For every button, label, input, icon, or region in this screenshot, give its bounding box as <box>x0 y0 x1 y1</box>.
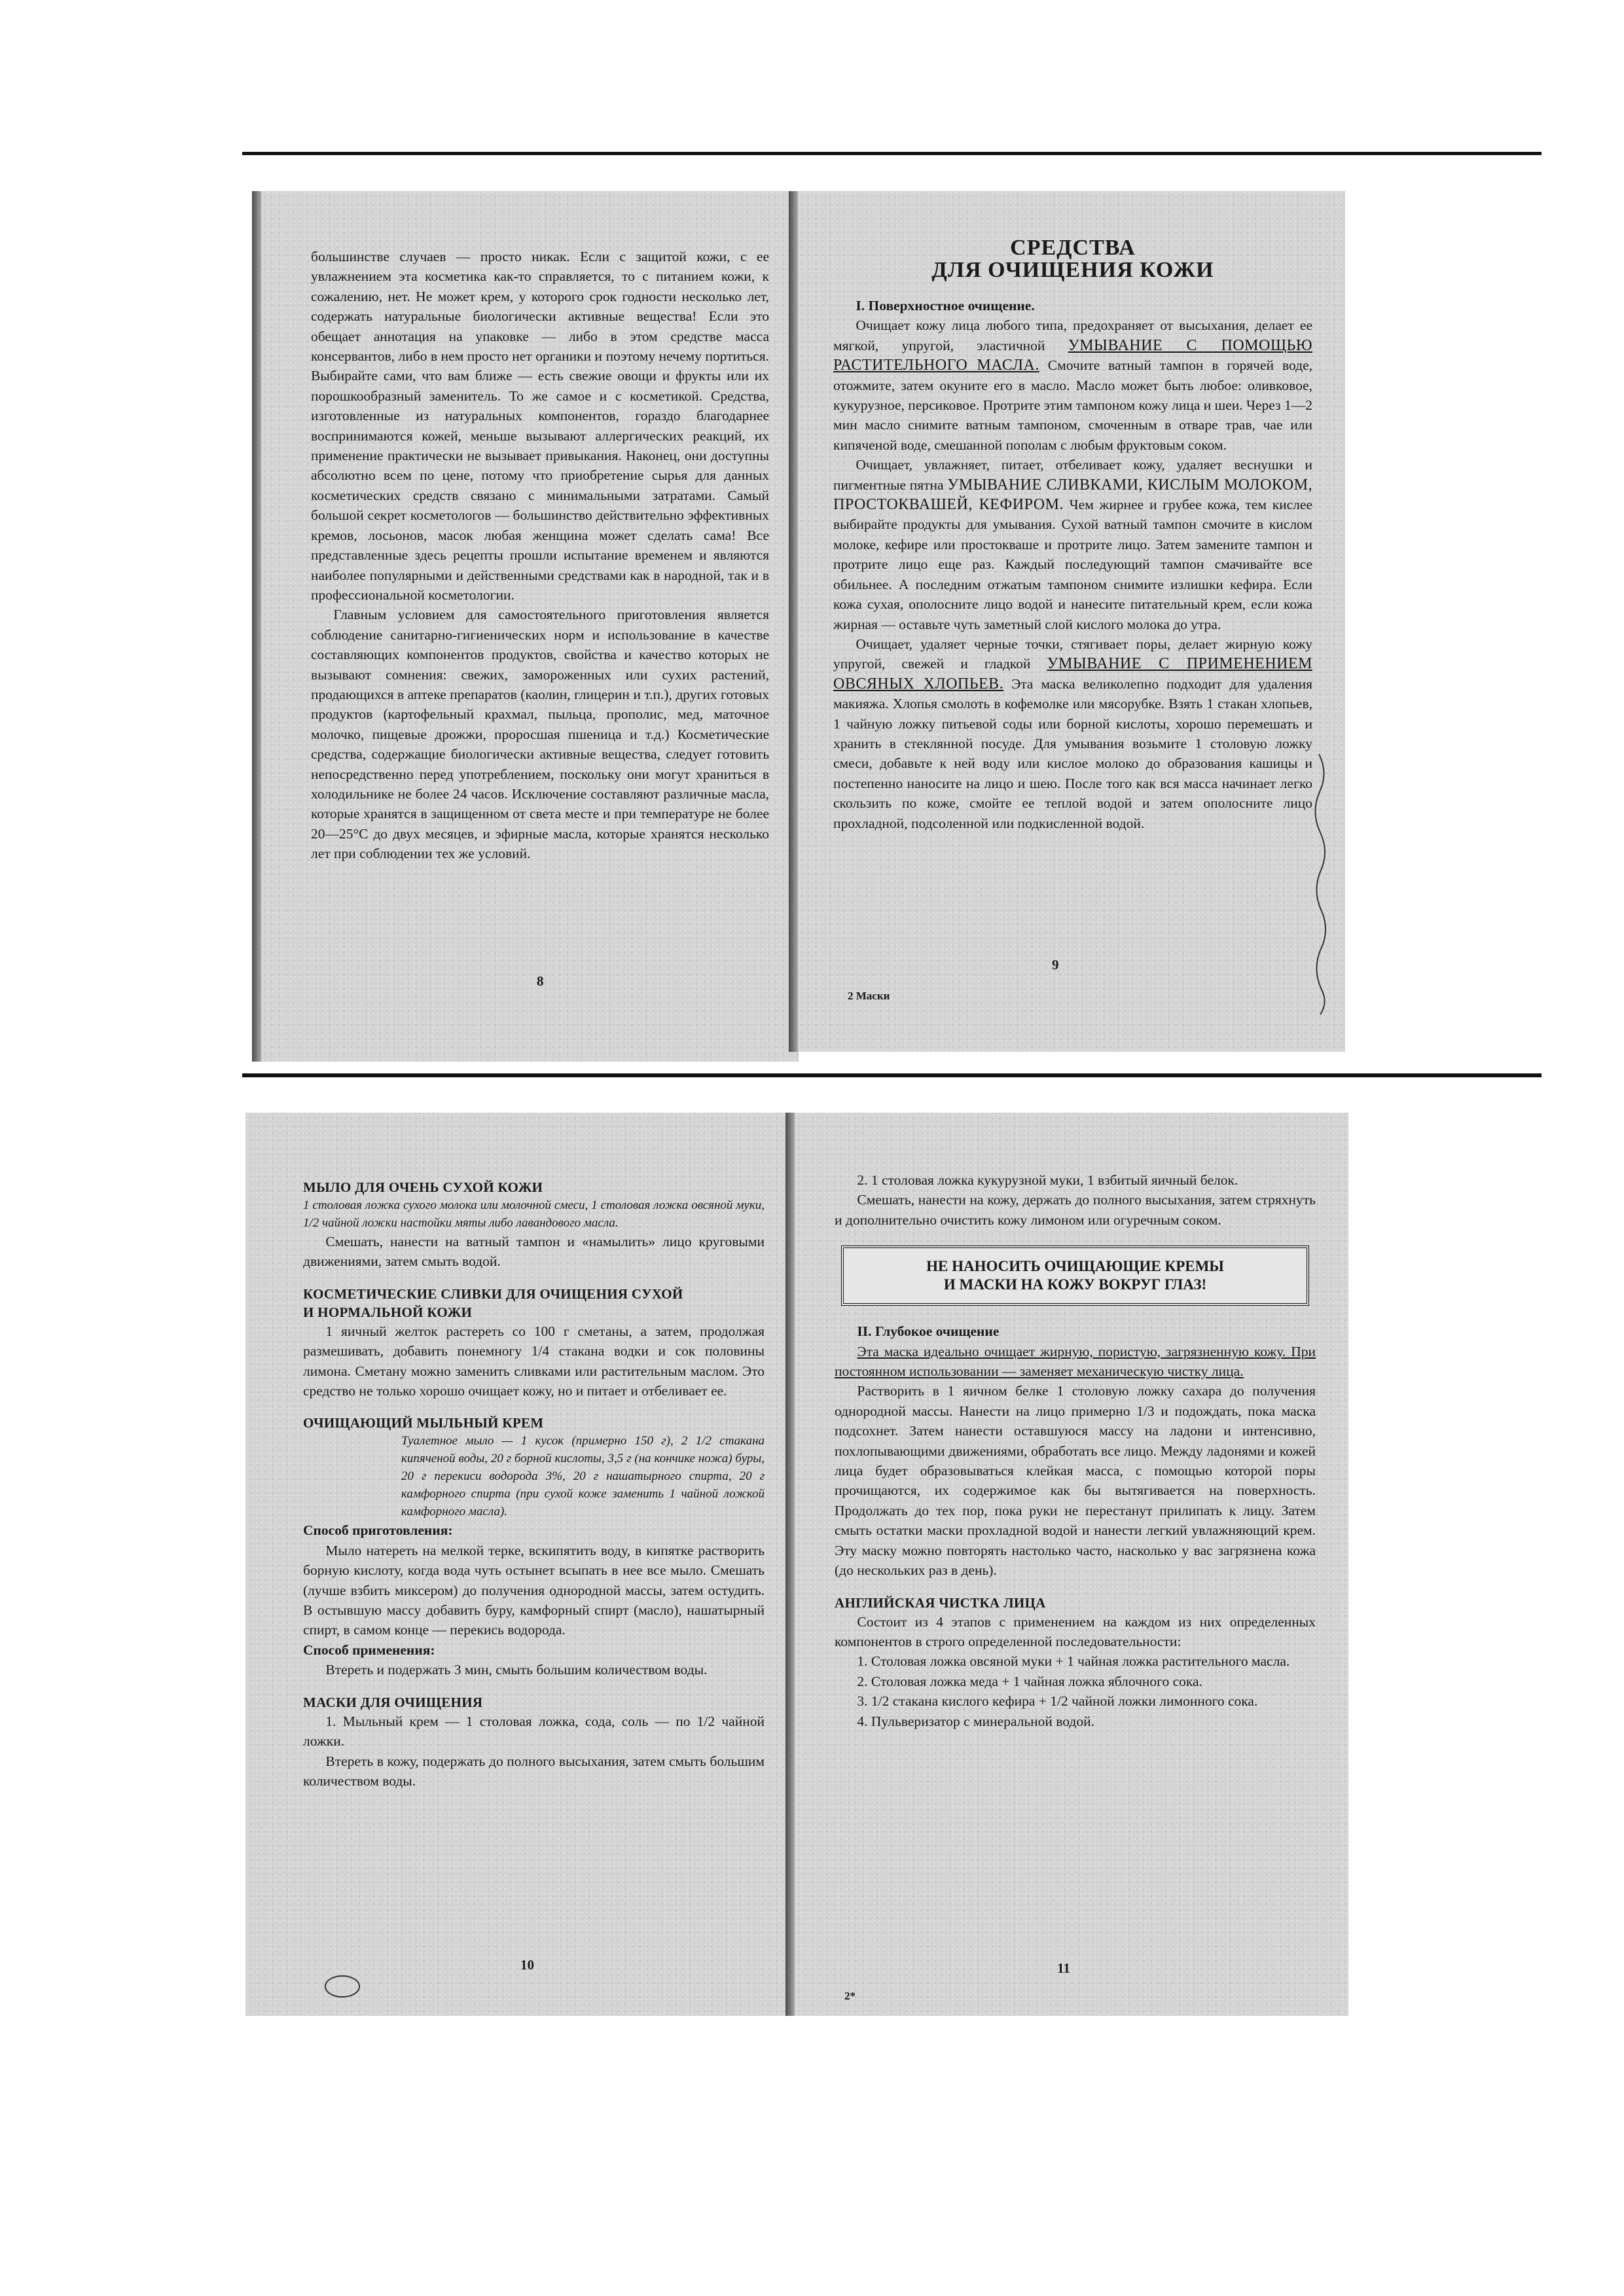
top-scan-rule <box>242 152 1542 155</box>
page-8-paragraph: Главным условием для самостоятельного приготовления является соблюдение санитарно-гигиенических норм и использование в качестве составляющих компонентов продуктов, свойства и качество которых не вызывают сомнения: свежих, замороженных или сухих растений, продающихся в аптеке препаратов (каолин, глицерин и т.п.), других готовых продуктов (картофельный крахмал, пыльца, прополис, мед, маточное молочко, пищевые дрожжи, проросшая пшеница и т.д.) Косметические средства, содержащие биологически активные вещества, следует готовить непосредственно перед употреблением, поскольку они могут храниться в холодильнике не более 24 часов. Исключение составляют различные масла, которые хранятся в защищенном от света месте и при температуре не более 20—25°С до двух месяцев, и эфирные масла, которые хранятся несколько лет при соблюдении тех же условий. <box>311 607 769 862</box>
page-11-paragraph: Состоит из 4 этапов с применением на каждом из них определенных компонентов в строго определенной последовательности: <box>835 1613 1316 1649</box>
page-9-paragraph: Очищает, увлажняет, питает, отбеливает кожу, удаляет веснушки и пигментные пятна УМЫВАНИЕ СЛИВКАМИ, КИСЛЫМ МОЛОКОМ, ПРОСТОКВАШЕЙ, КЕФИРОМ. Чем жирнее и грубее кожа, тем кислее выбирайте продукты для умывания. Сухой ватный тампон смочите в кислом молоке, кефире или простокваше и протрите лицо. Затем замените тампон и протрите лицо еще раз. Каждый последующий тампон смачивайте все обильнее. А последним отжатым тампоном снимите излишки кефира. Если кожа сухая, ополосните лицо водой и нанесите питательный крем, если кожа жирная — оставьте чуть заметный слой кислого молока до утра. <box>833 457 1313 632</box>
method-subheading: Способ приготовления: <box>303 1522 453 1539</box>
section-heading: I. Поверхностное очищение. <box>856 298 1035 314</box>
middle-scan-rule <box>242 1073 1542 1077</box>
page-10-folio: 10 <box>520 1957 534 1973</box>
page-8-spine-shadow <box>252 191 261 1062</box>
page-8-folio: 8 <box>537 973 544 989</box>
page-9-signature-mark: 2 Маски <box>848 990 890 1002</box>
page-10-paragraph: Втереть в кожу, подержать до полного высыхания, затем смыть большим количеством воды. <box>303 1753 765 1789</box>
recipe-ingredients: 1 столовая ложка сухого молока или молочной смеси, 1 столовая ложка овсяной муки, 1/2 чайной ложки настойки мяты либо лавандового масла. <box>303 1198 765 1230</box>
recipe-ingredients: Туалетное мыло — 1 кусок (примерно 150 г), 2 1/2 стакана кипяченой воды, 20 г борной кислоты, 3,5 г (на кончике ножа) буры, 20 г перекиси водорода 3%, 20 г нашатырного спирта, 20 г камфорного спирта (при сухой коже заменить 1 чайной ложкой камфорного масла). <box>401 1434 765 1519</box>
page-9 <box>789 191 1345 1052</box>
list-item: 1. Столовая ложка овсяной муки + 1 чайная ложка растительного масла. <box>857 1653 1290 1670</box>
recipe-heading: ОЧИЩАЮЩИЙ МЫЛЬНЫЙ КРЕМ <box>303 1415 544 1431</box>
page-11-body <box>835 1170 1316 1731</box>
warning-line: И МАСКИ НА КОЖУ ВОКРУГ ГЛАЗ! <box>943 1276 1207 1293</box>
recipe-heading: КОСМЕТИЧЕСКИЕ СЛИВКИ ДЛЯ ОЧИЩЕНИЯ СУХОЙ И НОРМАЛЬНОЙ КОЖИ <box>303 1285 683 1320</box>
page-8 <box>252 191 799 1062</box>
page-11 <box>785 1113 1348 2016</box>
page-9-body <box>833 237 1312 833</box>
list-item: 3. 1/2 стакана кислого кефира + 1/2 чайной ложки лимонного сока. <box>857 1693 1258 1710</box>
page-8-paragraph: большинстве случаев — просто никак. Если с защитой кожи, с ее увлажнением эта косметика как-то справляется, то с питанием кожи, к сожалению, нет. Не может крем, у которого срок годности несколько лет, содержать натуральные биологически активные вещества! Если это обещает аннотация на упаковке — либо в этом средстве масса консервантов, либо в нем просто нет органики и поэтому нечему портиться. Выбирайте сами, что вам ближе — есть свежие овощи и фрукты или их порошкообразный заменитель. То же самое и с косметикой. Средства, изготовленные из натуральных компонентов, гораздо благодарнее воспринимаются кожей, меньше вызывают аллергических реакций, их применение практически не вызывает привыкания. Наконец, они доступны абсолютно всем по цене, потому что приобретение сырья для данных косметических средств связано с минимальными затратами. Самый большой секрет косметологов — большинство действительно эффективных кремов, лосьонов, масок любая женщина может сделать сама! Все представленные здесь рецепты прошли испытание временем и являются наиболее популярными и действенными средствами как в народной, так и в профессиональной косметологии. <box>311 249 769 603</box>
list-item: 4. Пульверизатор с минеральной водой. <box>857 1713 1094 1729</box>
section-heading: II. Глубокое очищение <box>857 1323 1000 1340</box>
page-10-paragraph: 1. Мыльный крем — 1 столовая ложка, сода, соль — по 1/2 чайной ложки. <box>303 1713 765 1749</box>
page-9-spine-shadow <box>789 191 798 1052</box>
pen-circle-mark <box>323 1973 362 2000</box>
page-11-paragraph: Смешать, нанести на кожу, держать до полного высыхания, затем стряхнуть и дополнительно очистить кожу лимоном или огуречным соком. <box>835 1192 1316 1228</box>
page-11-signature-mark: 2* <box>844 1990 856 2002</box>
recipe-heading: МЫЛО ДЛЯ ОЧЕНЬ СУХОЙ КОЖИ <box>303 1179 543 1195</box>
method-subheading: Способ применения: <box>303 1641 435 1658</box>
page-9-title-line: ДЛЯ ОЧИЩЕНИЯ КОЖИ <box>931 258 1214 282</box>
caps-phrase: УМЫВАНИЕ СЛИВКАМИ, КИСЛЫМ МОЛОКОМ, ПРОСТОКВАШЕЙ, КЕФИРОМ. <box>833 476 1313 514</box>
page-8-body <box>311 247 769 864</box>
recipe-heading: МАСКИ ДЛЯ ОЧИЩЕНИЯ <box>303 1694 483 1710</box>
warning-line: НЕ НАНОСИТЬ ОЧИЩАЮЩИЕ КРЕМЫ <box>926 1258 1224 1275</box>
underlined-caps-phrase: УМЫВАНИЕ С ПРИМЕНЕНИЕМ ОВСЯНЫХ ХЛОПЬЕВ. <box>833 655 1313 692</box>
page-10-paragraph: Смешать, нанести на ватный тампон и «намылить» лицо круговыми движениями, затем смыть водой. <box>303 1234 765 1270</box>
page-10-paragraph: 1 яичный желток растереть со 100 г сметаны, а затем, продолжая размешивать, добавить понемногу 1/4 стакана водки и сок половины лимона. Сметану можно заменить сливками или растительным маслом. Это средство не только хорошо очищает кожу, но и питает и отбеливает ее. <box>303 1323 765 1399</box>
page-10-body <box>303 1178 765 1791</box>
underlined-caps-phrase: УМЫВАНИЕ С ПОМОЩЬЮ РАСТИТЕЛЬНОГО МАСЛА. <box>833 336 1312 374</box>
list-item: 2. Столовая ложка меда + 1 чайная ложка яблочного сока. <box>857 1673 1202 1689</box>
page-11-spine-shadow <box>785 1113 795 2016</box>
page-11-folio: 11 <box>1057 1960 1070 1976</box>
page-9-title <box>833 237 1312 281</box>
page-9-folio: 9 <box>1052 957 1059 973</box>
page-10-paragraph: Втереть и подержать 3 мин, смыть большим количеством воды. <box>325 1662 708 1678</box>
page-10 <box>245 1113 795 2016</box>
page-11-paragraph: 2. 1 столовая ложка кукурузной муки, 1 взбитый яичный белок. <box>857 1172 1238 1188</box>
page-10-paragraph: Мыло натереть на мелкой терке, вскипятить воду, в кипятке растворить борную кислоту, когда вода чуть остынет всыпать в нее все мыло. Смешать (лучше взбить миксером) до получения однородной массы, затем остудить. В остывшую массу добавить буру, камфорный спирт (масло), нашатырный спирт, в самом конце — перекись водорода. <box>303 1542 765 1638</box>
page-9-paragraph: Очищает, удаляет черные точки, стягивает поры, делает жирную кожу упругой, свежей и гладкой УМЫВАНИЕ С ПРИМЕНЕНИЕМ ОВСЯНЫХ ХЛОПЬЕВ. Эта маска великолепно подходит для удаления макияжа. Хлопья смолоть в кофемолке или мясорубке. Взять 1 стакан хлопьев, 1 чайную ложку питьевой соды или борной кислоты, хорошо перемешать и хранить в стеклянной посуде. Для умывания возьмите 1 столовую ложку смеси, добавьте к ней воду или кислое молоко до образования кашицы и постепенно наносите на лицо и шею. После того как вся масса начинает легко скользить по коже, смойте ее теплой водой и затем ополосните лицо прохладной, подсоленной или подкисленной водой. <box>833 636 1313 831</box>
margin-wavy-pen-mark <box>1312 754 1332 1016</box>
page-9-paragraph: Очищает кожу лица любого типа, предохраняет от высыхания, делает ее мягкой, упругой, эластичной УМЫВАНИЕ С ПОМОЩЬЮ РАСТИТЕЛЬНОГО МАСЛА. Смочите ватный тампон в горячей воде, отожмите, затем окуните его в масло. Масло может быть любое: оливковое, кукурузное, персиковое. Протрите этим тампоном кожу лица и шеи. Через 1—2 мин масло снимите ватным тампоном, смоченным в отваре трав, чае или кипяченой воде, смешанной пополам с любым фруктовым соком. <box>833 317 1312 453</box>
recipe-heading: АНГЛИЙСКАЯ ЧИСТКА ЛИЦА <box>835 1594 1046 1611</box>
page-11-paragraph: Эта маска идеально очищает жирную, пористую, загрязненную кожу. При постоянном использовании — заменяет механическую чистку лица. <box>835 1343 1316 1380</box>
warning-box <box>841 1246 1309 1306</box>
page-9-title-line: СРЕДСТВА <box>1010 236 1136 260</box>
page-11-paragraph: Растворить в 1 яичном белке 1 столовую ложку сахара до получения однородной массы. Нанести на лицо примерно 1/3 и подождать, пока маска подсохнет. Затем нанести оставшуюся массу на ладони и интенсивно, похлопывающими движениями, обработать все лицо. Между ладонями и кожей лица будет образовываться клейкая масса, с помощью которой поры прочищаются, их содержимое как бы вытягивается на поверхность. Продолжать до тех пор, пока руки не перестанут прилипать к лицу. Затем смыть остатки маски прохладной водой и нанести легкий увлажняющий крем. Эту маску можно повторять настолько часто, насколько у вас загрязнена кожа (до нескольких раз в день). <box>835 1383 1316 1579</box>
